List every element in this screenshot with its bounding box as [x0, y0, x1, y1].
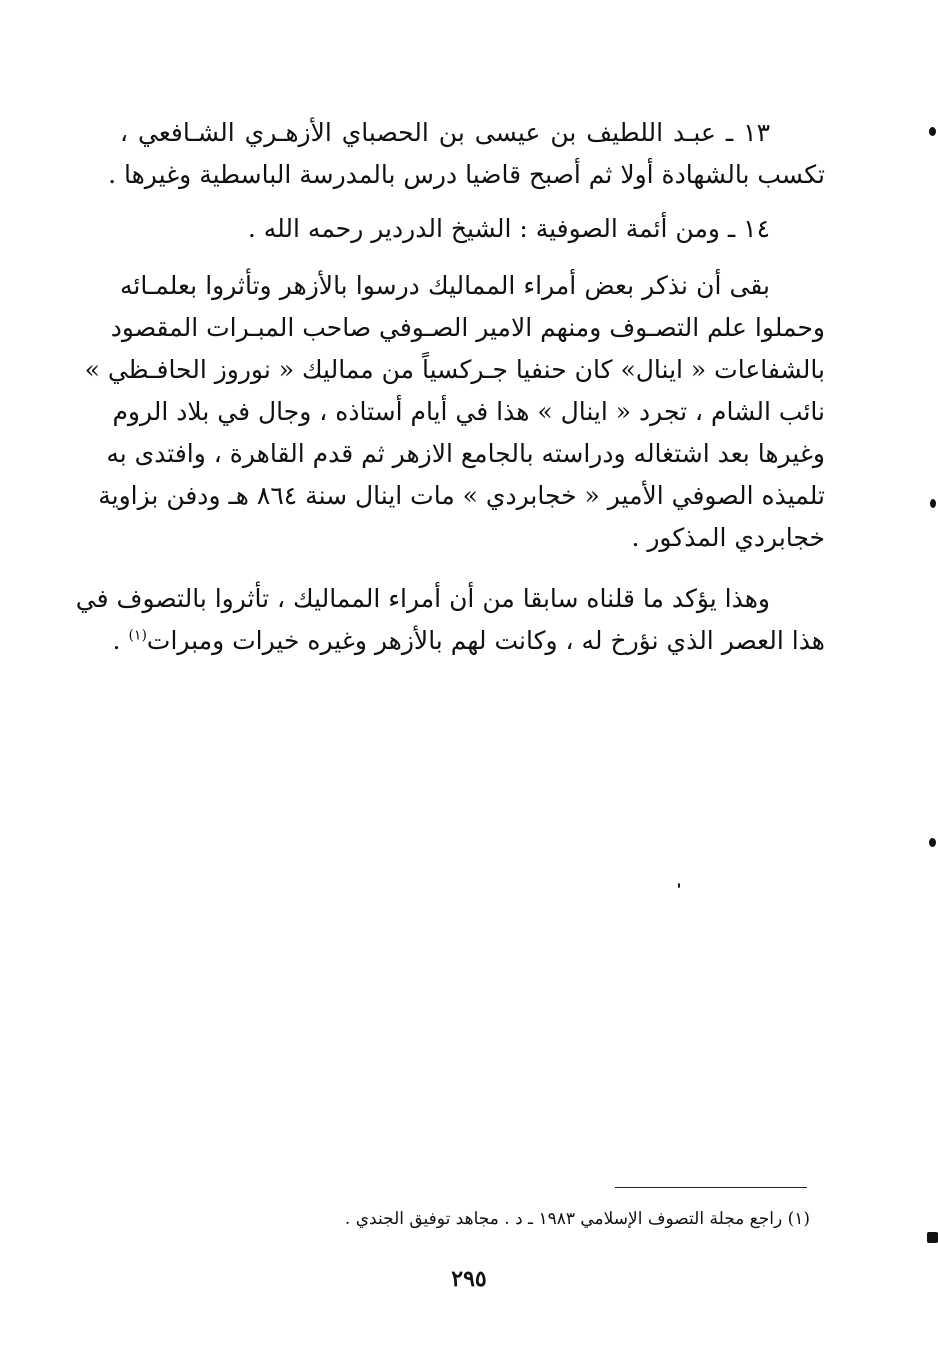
para-2-line-2-trailing: .	[112, 626, 129, 655]
scan-speck-3	[929, 838, 936, 847]
para-1-line-3: بالشفاعات « اينال» كان حنفيا جـركسياً من مماليك « نوروز الحافـظي »	[84, 355, 825, 384]
item-13-line-2: تكسب بالشهادة أولا ثم أصبح قاضيا درس بالمدرسة الباسطية وغيرها .	[108, 160, 825, 189]
footnote-divider	[615, 1187, 807, 1188]
para-2-line-2-text: هذا العصر الذي نؤرخ له ، وكانت لهم بالأزهر وغيره خيرات ومبرات	[146, 626, 825, 655]
para-2-line-2	[112, 620, 825, 662]
footnote-marker[interactable]: (١)	[128, 627, 147, 644]
scan-speck-2	[930, 499, 936, 508]
item-14	[120, 208, 825, 250]
scan-speck-5	[678, 883, 680, 888]
para-1-line-4: نائب الشام ، تجرد « اينال » هذا في أيام أستاذه ، وجال في بلاد الروم	[112, 397, 825, 426]
para-1-line-5: وغيرها بعد اشتغاله ودراسته بالجامع الازهر ثم قدم القاهرة ، وافتدى به	[106, 439, 825, 468]
paragraph-conclusion	[75, 578, 825, 662]
para-1-line-7: خجابردي المذكور .	[631, 523, 825, 552]
para-1-line-1: بقى أن نذكر بعض أمراء المماليك درسوا بالأزهر وتأثروا بعلمـائه	[120, 271, 770, 300]
item-14-line-1: ١٤ ـ ومن أئمة الصوفية : الشيخ الدردير رحمه الله .	[247, 214, 770, 243]
para-1-line-6: تلميذه الصوفي الأمير « خجابردي » مات اينال سنة ٨٦٤ هـ ودفن بزاوية	[98, 481, 825, 510]
scan-speck-1	[929, 127, 936, 136]
para-2-line-1: وهذا يؤكد ما قلناه سابقا من أن أمراء المماليك ، تأثروا بالتصوف في	[75, 584, 770, 613]
item-13	[108, 112, 825, 196]
footnote: (١) راجع مجلة التصوف الإسلامي ١٩٨٣ ـ د . مجاهد توفيق الجندي .	[344, 1209, 810, 1229]
scan-speck-4	[927, 1232, 938, 1243]
para-1-line-2: وحملوا علم التصـوف ومنهم الامير الصـوفي صاحب المبـرات المقصود	[110, 313, 825, 342]
page-number: ٢٩٥	[451, 1266, 487, 1292]
paragraph-mamluk-emirs	[84, 265, 825, 559]
item-13-line-1: ١٣ ـ عبـد اللطيف بن عيسى بن الحصباي الأزهـري الشـافعي ،	[120, 118, 770, 147]
